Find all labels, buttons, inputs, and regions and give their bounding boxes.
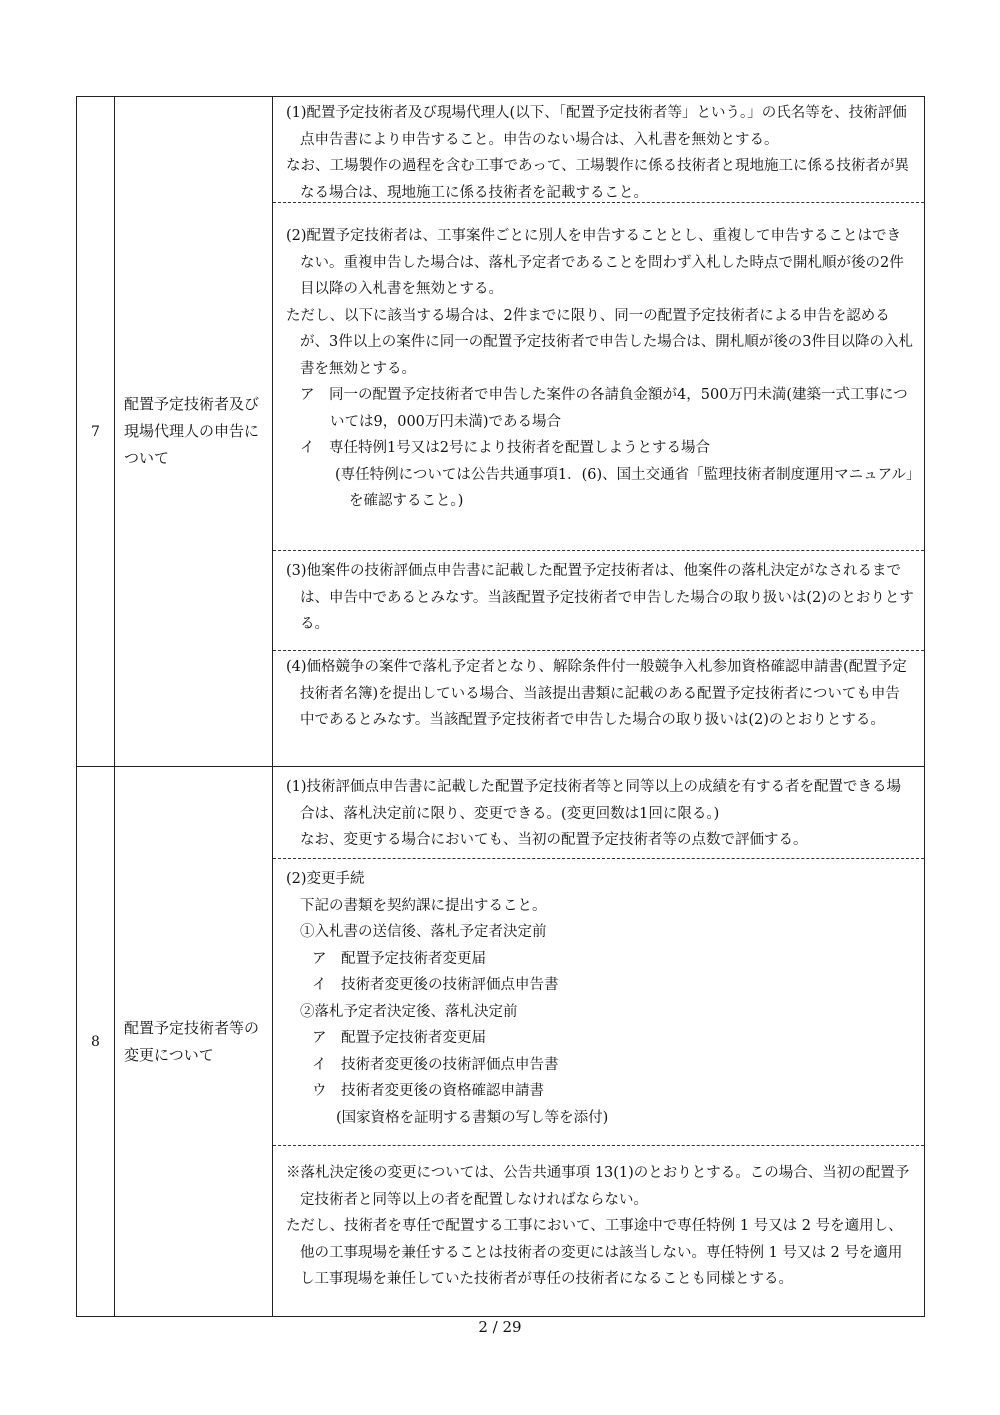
content-section [273, 1145, 924, 1316]
table-row [77, 97, 925, 767]
row-number: 8 [77, 767, 115, 1317]
paragraph: ウ 技術者変更後の資格確認申請書 [312, 1083, 544, 1099]
paragraph: ただし、技術者を専任で配置する工事において、工事途中で専任特例 1 号又は 2 号を適用し、他の工事現場を兼任することは技術者の変更には該当しない。専任特例 1 号又は 2 号を適用し工事現場を兼任していた技術者が専任の技術者になることも同様とする。 [286, 1218, 903, 1287]
page-number: 2 / 29 [478, 1318, 522, 1336]
paragraph: なお、工場製作の過程を含む工事であって、工場製作に係る技術者と現地施工に係る技術者が異なる場合は、現地施工に係る技術者を記載すること。 [286, 158, 910, 201]
paragraph: (2)変更手続 [286, 871, 365, 887]
paragraph: (1)技術評価点申告書に記載した配置予定技術者等と同等以上の成績を有する者を配置できる場合は、落札決定前に限り、変更できる。(変更回数は1回に限る。) [286, 779, 902, 822]
paragraph: イ 専任特例1号又は2号により技術者を配置しようとする場合 [300, 440, 710, 456]
content-section [273, 97, 924, 202]
paragraph: ア 配置予定技術者変更届 [312, 1030, 486, 1046]
table-row [77, 767, 925, 1317]
paragraph: (4)価格競争の案件で落札予定者となり、解除条件付一般競争入札参加資格確認申請書(配置予定技術者名簿)を提出している場合、当該提出書類に記載のある配置予定技術者についても申告中であるとみなす。当該配置予定技術者で申告した場合の取り扱いは(2)のとおりとする。 [286, 659, 907, 728]
paragraph: (3)他案件の技術評価点申告書に記載した配置予定技術者は、他案件の落札決定がなされるまでは、申告中であるとみなす。当該配置予定技術者で申告した場合の取り扱いは(2)のとおりとする。 [286, 563, 914, 632]
paragraph: イ 技術者変更後の技術評価点申告書 [312, 1056, 559, 1073]
paragraph: ①入札書の送信後、落札予定者決定前 [300, 924, 547, 940]
paragraph: ただし、以下に該当する場合は、2件までに限り、同一の配置予定技術者による申告を認めるが、3件以上の案件に同一の配置予定技術者で申告した場合は、開札順が後の3件目以降の入札書を無効とする。 [286, 307, 913, 377]
paragraph: イ 技術者変更後の技術評価点申告書 [312, 977, 559, 993]
paragraph: (国家資格を証明する書類の写し等を添付) [336, 1109, 609, 1126]
content-section [273, 202, 924, 550]
paragraph: ア 同一の配置予定技術者で申告した案件の各請負金額が4，500万円未満(建築一式工事については9，000万円未満)である場合 [300, 387, 908, 430]
paragraph: ※落札決定後の変更については、公告共通事項 13(1)のとおりとする。この場合、当初の配置予定技術者と同等以上の者を配置しなければならない。 [286, 1165, 910, 1208]
paragraph: ア 配置予定技術者変更届 [312, 950, 486, 967]
document-table [76, 96, 925, 1317]
paragraph: ②落札予定者決定後、落札決定前 [300, 1003, 518, 1020]
content-section [273, 550, 924, 650]
paragraph: (1)配置予定技術者及び現場代理人(以下、「配置予定技術者等」という。」の氏名等を、技術評価点申告書により申告すること。申告のない場合は、入札書を無効とする。 [286, 105, 907, 148]
content-section [273, 767, 924, 858]
row-content [273, 97, 925, 767]
row-number: 7 [77, 97, 115, 767]
row-title: 配置予定技術者等の変更について [115, 767, 273, 1317]
content-section [273, 650, 924, 766]
paragraph: (2)配置予定技術者は、工事案件ごとに別人を申告することとし、重複して申告することはできない。重複申告した場合は、落札予定者であることを問わず入札した時点で開札順が後の2件目以降の入札書を無効とする。 [286, 228, 904, 297]
paragraph: 下記の書類を契約課に提出すること。 [300, 897, 547, 914]
paragraph: なお、変更する場合においても、当初の配置予定技術者等の点数で評価する。 [300, 832, 808, 848]
row-title: 配置予定技術者及び現場代理人の申告について [115, 97, 273, 767]
content-section [273, 858, 924, 1145]
paragraph: (専任特例については公告共通事項1．(6)、国土交通省「監理技術者制度運用マニュアル」を確認すること。) [335, 466, 914, 509]
row-content [273, 767, 925, 1317]
